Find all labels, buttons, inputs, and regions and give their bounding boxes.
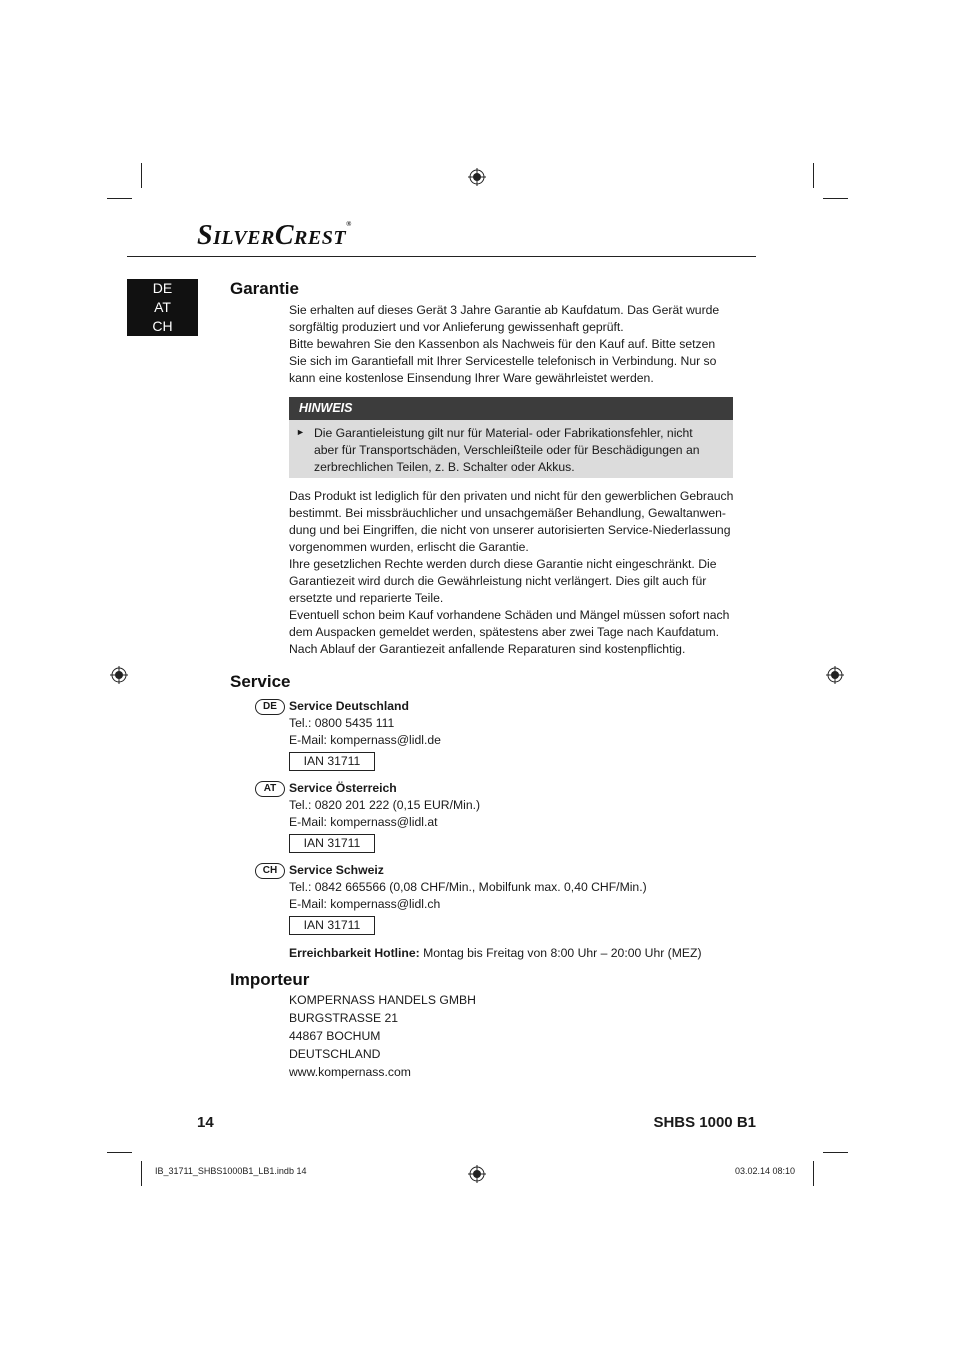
text-line: Die Garantieleistung gilt nur für Material- oder Fabrikationsfehler, nicht bbox=[314, 426, 693, 440]
brand-letter: S bbox=[197, 220, 214, 251]
garantie-intro bbox=[289, 302, 735, 387]
crop-mark bbox=[813, 163, 814, 188]
section-title-garantie: Garantie bbox=[230, 279, 299, 298]
service-email: E-Mail: kompernass@lidl.ch bbox=[289, 897, 441, 911]
text-line: vorgenommen wurden, erlischt die Garantie. bbox=[289, 540, 529, 554]
text-line: Eventuell schon beim Kauf vorhandene Schäden und Mängel müssen sofort nach bbox=[289, 608, 730, 622]
importer-address bbox=[289, 991, 476, 1081]
print-slug-file: IB_31711_SHBS1000B1_LB1.indb 14 bbox=[155, 1166, 307, 1176]
hinweis-header bbox=[289, 397, 733, 420]
country-badge-ch: CH bbox=[255, 863, 285, 879]
service-entry-de bbox=[289, 698, 441, 749]
crop-mark bbox=[823, 1152, 848, 1153]
crop-mark bbox=[141, 163, 142, 188]
crop-mark bbox=[141, 1161, 142, 1186]
service-phone: Tel.: 0820 201 222 (0,15 EUR/Min.) bbox=[289, 798, 481, 812]
address-line: DEUTSCHLAND bbox=[289, 1047, 381, 1061]
text-line: dung und bei Eingriffen, die nicht von unserer autorisierten Service-Niederlassung bbox=[289, 523, 731, 537]
page-number: 14 bbox=[197, 1114, 214, 1131]
ian-box: IAN 31711 bbox=[289, 916, 375, 935]
model-number: SHBS 1000 B1 bbox=[653, 1114, 756, 1131]
service-entry-at bbox=[289, 780, 480, 831]
text-line: Ihre gesetzlichen Rechte werden durch diese Garantie nicht eingeschränkt. Die bbox=[289, 557, 717, 571]
crop-mark bbox=[107, 198, 132, 199]
address-line: 44867 BOCHUM bbox=[289, 1029, 381, 1043]
language-tab bbox=[127, 279, 198, 336]
service-email: E-Mail: kompernass@lidl.de bbox=[289, 733, 441, 747]
registration-mark-icon bbox=[826, 666, 844, 684]
hotline-hours: Montag bis Freitag von 8:00 Uhr – 20:00 Uhr (MEZ) bbox=[423, 946, 702, 960]
text-line: sorgfältig produziert und vor Anlieferung gewissenhaft geprüft. bbox=[289, 320, 624, 334]
garantie-body bbox=[289, 488, 735, 658]
text-line: Das Produkt ist lediglich für den privaten und nicht für den gewerblichen Gebrauch bbox=[289, 489, 734, 503]
text-line: Garantiezeit wird durch die Gewährleistung nicht verlängert. Dies gilt auch für bbox=[289, 574, 707, 588]
text-line: Sie erhalten auf dieses Gerät 3 Jahre Garantie ab Kaufdatum. Das Gerät wurde bbox=[289, 303, 720, 317]
text-line: Bitte bewahren Sie den Kassenbon als Nachweis für den Kauf auf. Bitte setzen bbox=[289, 337, 716, 351]
hinweis-text bbox=[314, 425, 724, 476]
text-line: ersetzte und reparierte Teile. bbox=[289, 591, 444, 605]
hinweis-box bbox=[289, 420, 733, 478]
text-line: kann eine kostenlose Einsendung Ihrer Ware gewährleistet werden. bbox=[289, 371, 654, 385]
service-phone: Tel.: 0800 5435 111 bbox=[289, 716, 395, 730]
service-entry-ch bbox=[289, 862, 647, 913]
service-email: E-Mail: kompernass@lidl.at bbox=[289, 815, 438, 829]
service-name: Service Schweiz bbox=[289, 863, 384, 877]
lang-de: DE bbox=[152, 280, 173, 296]
website-link[interactable]: www.kompernass.com bbox=[289, 1065, 411, 1079]
lang-ch: CH bbox=[152, 318, 173, 334]
brand-letters: REST bbox=[294, 227, 347, 249]
text-line: zerbrechlichen Teilen, z. B. Schalter oder Akkus. bbox=[314, 460, 575, 474]
crop-mark bbox=[107, 1152, 132, 1153]
section-title-service: Service bbox=[230, 672, 291, 691]
section-title-importeur: Importeur bbox=[230, 970, 310, 989]
service-name: Service Österreich bbox=[289, 781, 397, 795]
registration-mark-icon bbox=[110, 666, 128, 684]
brand-letter: C bbox=[274, 220, 295, 251]
registration-mark-icon bbox=[468, 168, 486, 186]
ian-box: IAN 31711 bbox=[289, 752, 375, 771]
registration-mark-icon bbox=[468, 1165, 486, 1183]
brand-letters: ILVER bbox=[213, 227, 275, 249]
address-line: KOMPERNASS HANDELS GMBH bbox=[289, 993, 476, 1007]
header-rule bbox=[127, 256, 756, 257]
text-line: dem Auspacken gemeldet werden, spätestens aber zwei Tage nach Kaufdatum. bbox=[289, 625, 719, 639]
text-line: Nach Ablauf der Garantiezeit anfallende Reparaturen sind kostenpflichtig. bbox=[289, 642, 686, 656]
hotline-info bbox=[289, 945, 702, 962]
hinweis-label: HINWEIS bbox=[299, 401, 353, 415]
country-badge-at: AT bbox=[255, 781, 285, 797]
ian-box: IAN 31711 bbox=[289, 834, 375, 853]
crop-mark bbox=[823, 198, 848, 199]
text-line: Sie sich im Garantiefall mit Ihrer Servicestelle telefonisch in Verbindung. Nur so bbox=[289, 354, 717, 368]
hotline-label: Erreichbarkeit Hotline: bbox=[289, 946, 420, 960]
brand-logo bbox=[197, 220, 352, 252]
registered-mark: ® bbox=[346, 220, 352, 228]
print-slug-date: 03.02.14 08:10 bbox=[735, 1166, 796, 1176]
service-phone: Tel.: 0842 665566 (0,08 CHF/Min., Mobilfunk max. 0,40 CHF/Min.) bbox=[289, 880, 647, 894]
crop-mark bbox=[813, 1161, 814, 1186]
arrow-right-icon: ► bbox=[296, 427, 305, 437]
text-line: bestimmt. Bei missbräuchlicher und unsachgemäßer Behandlung, Gewaltanwen- bbox=[289, 506, 726, 520]
address-line: BURGSTRASSE 21 bbox=[289, 1011, 399, 1025]
text-line: aber für Transportschäden, Verschleißteile oder für Beschädigungen an bbox=[314, 443, 700, 457]
country-badge-de: DE bbox=[255, 699, 285, 715]
service-name: Service Deutschland bbox=[289, 699, 409, 713]
lang-at: AT bbox=[154, 299, 171, 315]
